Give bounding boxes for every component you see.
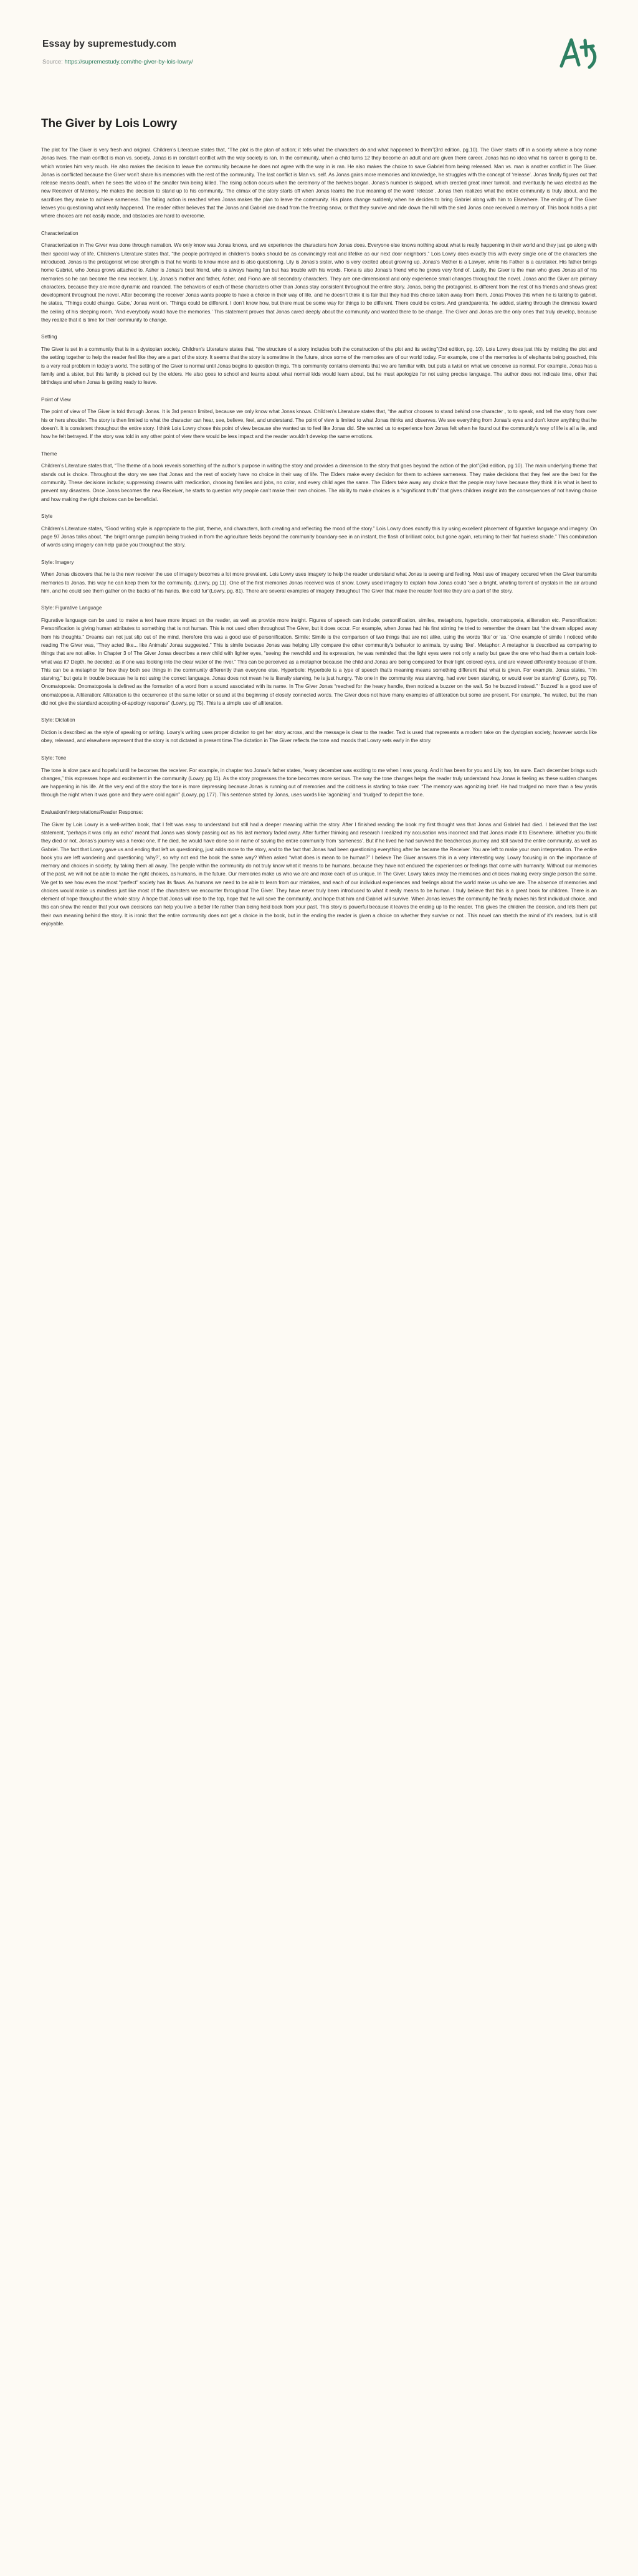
section-list (41, 146, 597, 928)
site-header (0, 0, 638, 87)
body-paragraph: When Jonas discovers that he is the new receiver the use of imagery becomes a lot more prevalent. Lois Lowry uses imagery to help the reader understand what Jonas is seeing and feeling. Most use of imagery occured when the Giver transmits memories to Jonas, this way he can keep them for the community. (Lowry, pg 11). One of the first memories Jonas received was of snow. Lowry used imagery to explain how Jonas could “see a bright, whirling torrent of crystals in the air around him, and he could see them gather on the backs of his hands, like cold fur”(Lowry, pg. 81). There are several examples of imagery throughout The Giver that make the reader feel like they are a part of the story. (41, 571, 597, 594)
source-label: Source: (42, 58, 63, 65)
section-heading: Setting (41, 334, 57, 340)
document-body (0, 87, 638, 953)
section-heading: Style: Tone (41, 755, 67, 761)
section-heading: Style: Dictation (41, 717, 75, 723)
body-paragraph: The Giver is set in a community that is in a dystopian society. Children’s Literature states that, “the structure of a story includes both the construction of the plot and its setting”(3rd edition, pg. 10). Lois Lowry does just this by molding the plot and the setting together to help the reader feel like they are a part of the story. It seems that the story is sometime in the future, since some of the memories are of our world today. For example, one of the memories is of elephants being poached, this is a very real problem in today’s world. The setting of the Giver is normal until Jonas begins to question things. This community contains elements that we are familiar with, but puts a twist on what we conceive as normal. For example, Jonas has a family and a sister, but this family is picked out by the elders. He also goes to school and learns about what normal kids would learn about, but he must apologize for not using precise language. The author does not indicate time, other that birthdays and when Jonas is getting ready to leave. (41, 346, 597, 386)
source-url-link[interactable]: https://supremestudy.com/the-giver-by-lois-lowry/ (64, 58, 193, 65)
body-paragraph: Diction is described as the style of speaking or writing. Lowry’s writing uses proper dictation to get her story across, and the message is clear to the reader. Text is used that represents a modern take on the dystopian society, however words like obey, released, and elsewhere represent that the story is not dictated in present time.The dictation in The Giver reflects the tone and moods that Lowry sets early in the story. (41, 730, 597, 744)
section-heading: Theme (41, 451, 57, 457)
section-heading: Style (41, 513, 53, 519)
a-plus-logo (556, 27, 602, 74)
section-heading: Point of View (41, 396, 71, 403)
section-heading: Evaluation/Interpretations/Reader Response: (41, 809, 143, 815)
section-heading: Style: Figurative Language (41, 605, 102, 611)
header-left (24, 39, 193, 65)
body-paragraph: The tone is slow pace and hopeful until he becomes the receiver. For example, in chapter two Jonas’s father states, “every december was exciting to me when I was young. And it has been for you and Lily, too, Im sure. Each december brings such changes,” this expresses hope and excitement in the community (Lowry, pg 11). As the story progresses the tone becomes more serious. The way the tone changes helps the reader truly understand how Jonas is feeling as these sudden changes are happening in his life. At the very end of the story the tone is more depressing because Jonas is running out of memories and the coldness is starting to take over. “The memory was agonizing brief. He had trudged no more than a few yards through the night when it was gone and they were cold again” (Lowry, pg 177). This sentence stated by Jonas, uses words like ‘agonizing’ and ‘trudged’ to depict the tone. (41, 767, 597, 798)
section-heading: Style: Imagery (41, 559, 74, 565)
body-paragraph: Characterization in The Giver was done through narration. We only know was Jonas knows, and we experience the characters how Jonas does. Everyone else knows nothing about what is really happening in their world and they just go along with their special way of life. Children’s Literature states that, “the people portrayed in children’s books should be as convincingly real and lifelike as our next door neighbors.” Lois Lowry does exactly this with every single one of the characters she introduced. Jonas is the protagonist whose strength is that he wants to know more and is also questioning. Lily is Jonas’s sister, who is very excited about growing up. Jonas’s Mother is a Lawyer, while his Father is a caretaker. His father brings home Gabriel, who Jonas grows attached to. Asher is Jonas’s best friend, who is always having fun but has trouble with his words. Fiona is also Jonas’s friend who he grows very fond of. Lastly, the Giver is the man who gives Jonas all of his memories so he can become the new receiver. Lily, Jonas’s mother and father, Asher, and Fiona are all secondary characters. They are one-dimensional and only experience small changes throughout the novel. Jonas and the Giver are primary characters, because they are more dynamic and rounded. The behaviors of each of these characters other than Jonas stay consistent throughout the entire story. Jonas, being the protagonist, is different from the rest of his friends and shows great development throughout the novel. After becoming the receiver Jonas wants people to have a choice in their way of life, and he doesn’t think it is fair that they had this choice taken away from them. Jonas Proves this when he is talking to gabriel, he states, “Things could change. Gabe,’ Jonas went on. ‘Things could be different. I don’t know how, but there must be some way for things to be different. There could be colors. And grandparents,’ he added, staring through the dimness toward the ceiling of his sleeping room. ‘And everybody would have the memories.’ This statement proves that Jonas cared deeply about the community and wanted there to be change. The Giver and Jonas are the only ones that truly develop, because they realize that it is time for their community to change. (41, 242, 597, 323)
a-plus-logo-icon (556, 27, 602, 74)
body-paragraph: Figurative language can be used to make a text have more impact on the reader, as well as provide more insight. Figures of speech can include; personification, similes, metaphors, hyperbole, onomatopoeia, alliteration etc. Personification: Personification is giving human attributes to something that is not human. This is not used often throughout The Giver, but it does occur. For example, when Jonas had his first stirring he tried to remember the dream but “the dream slipped away from his thoughts.” Dreams can not just slip out of the mind, therefore this was a good use of personification. Simile: Simile is the comparison of two things that are not alike, using the words ‘like’ or ‘as.’ One example of simile I noticed while reading The Giver was, “They acted like... like Animals’ Jonas suggested.” This is simile because Jonas was helping Lilly compare the other community’s behavior to animals, by using ‘like’. Metaphor: A metaphor is described as comparing to things that are not alike. In Chapter 3 of The Giver Jonas describes a new child with lighter eyes, “seeing the newchild and its expression, he was reminded that the light eyes were not only a rarity but gave the one who had them a certain look- what was it? Depth, he decided; as if one was looking into the clear water of the river.” This can be perceived as a metaphor because the child and Jonas are being compared for their light colored eyes, and are viewed differently because of them. This can be a metaphor for how they both see things in the community differently than everyone else. Hyperbole: Hyperbole is a type of speech that’s meaning means something different that what is given. For example, Jonas states, “I’m starving,” but gets in trouble because he is not using the correct language. Jonas does not mean he is literally starving, he is just hungry. “No one in the community was starving, had ever been starving, or would ever be starving” (Lowry, pg 70). Onomatopoeia: Onomatopoeia is defined as the formation of a word from a sound associated with its name. In The Giver Jonas “reached for the heavy handle, then noticed a buzzer on the wall. So he buzzed instead.” ‘Buzzed’ is a good use of onomatopoeia. Alliteration: Alliteration is the occurrence of the same letter or sound at the beginning of closely connected words. The Giver does not have many examples of alliteration but some are present. For example, “he waited, but the man did not give the standard accepting-of-apology response” (Lowry, pg 75). This is a simple use of alliteration. (41, 618, 597, 707)
source-line (24, 59, 193, 65)
section-heading: Characterization (41, 230, 79, 236)
page-title: The Giver by Lois Lowry (41, 117, 178, 130)
body-paragraph: The point of view of The Giver is told through Jonas. It is 3rd person limited, because we only know what Jonas knows. Children’s Literature states that, “the author chooses to stand behind one character , to to speak, and tell the story from over his or hers shoulder. The story is then limited to what the character can hear, see, believe, feel, and understand. The point of view is limited to what Jonas thinks and observes. We see everything from Jonas’s eyes and don’t know anything that he doesn’t. It is consistent throughout the entire story. I think Lois Lowry chose this point of view because she wanted us to feel like Jonas did. She wanted us to experience how Jonas felt when he found out the community’s way of life is all a lie, and how he felt betrayed. If the story was told in any other point of view there would be less impact and the reader wouldn’t develop the same emotions. (41, 409, 597, 440)
body-paragraph: The Giver by Lois Lowry is a well-written book, that I felt was easy to understand but still had a deeper meaning within the story. After I finished reading the book my first thought was that Jonas and Gabriel had died. I believed that the last statement, “perhaps it was only an echo” meant that Jonas was slowly passing out as his last memory faded away. After further thinking and research I realized my accusation was incorrect and that Jonas made it to Elsewhere. Whether you think they died or not, Jonas’s journey was a heroic one. If he died, he would have done so in name of saving the entire community from ‘sameness’. But if he lived he had survived the treacherous journey and still saved the entire community, as well as Gabriel. The fact that Lowry gave us and ending that left us questioning, just adds more to the story, and to the fact that Jonas had been questioning everything after he became the Receiver. You are left to make your own interpretation. The entire book you are left wondering and questioning ‘why?’, so why not end the book the same way? When asked “what does is mean to be human?” I believe The Giver answers this in a very interesting way. Lowry focusing in on the importance of memory and choices in society, by taking them all away. The people within the community do not truly know what it means to be humans, because they have not endured the experiences or feelings that come with humanity. Without our memories of the past, we will not be able to make the right choices, as humans, in the future. Our memories make us who we are and make each of us unique. In The Giver, Lowry takes away the memories and choices making every single person the same. We get to see how even the most “perfect” society has its flaws. As humans we need to be able to learn from our mistakes, and each of our individual experiences and feelings about the world make us who we are. The absence of memories and choices would make us mindless just like most of the characters we encounter throughout The Giver. They have never truly been introduced to what it really means to be human. I truly believe that this is a great book for children. There is an element of hope throughout the whole story. A hope that Jonas will rise to the top, hope that he will save the community, and hope that him and Gabriel will survive. When Jonas leaves the community he finally makes his first individual choice, and this can show the reader that your own decisions can help you live a better life rather than being held back from your past. This story is powerful because it leaves the ending up to the reader. This gives the children the decision, and lets them put their own meaning behind the story. It is ironic that the entire community does not get a choice in the book, but in the ending the reader is given a choice on whether they survive or not.. This novel can stretch the mind of it’s readers, but is still enjoyable. (41, 821, 597, 927)
body-paragraph: Children’s Literature states, “Good writing style is appropriate to the plot, theme, and characters, both creating and reflecting the mood of the story.” Lois Lowry does exactly this by using excellent placement of figurative language and imagery. On page 97 Jonas talks about, “the bright orange pumpkin being trucked in from the agriculture fields beyond the community boundary-see in an instant, the flash of brilliant color, but gone again, returning to their flat hueless shade.” This combination of words using imagery can help guide you throughout the story. (41, 525, 597, 548)
essay-byline: Essay by supremestudy.com (42, 39, 176, 49)
body-paragraph: Children’s Literature states that, “The theme of a book reveals something of the author’s purpose in writing the story and provides a dimension to the story that goes beyond the action of the plot”(3rd edition, pg 10). The main underlying theme that stands out is choice. Throughout the story we see that Jonas and the rest of society have no choice in their way of life. The Elders make every decision for them to achieve sameness. They make decisions that they feel are the best for the community. These decisions include; suppressing dreams with medication, choosing families and jobs, no color, and every child ages the same. The Elders take away any choice that the people may have because they think it is what is best to prevent any disasters. Once Jonas becomes the new Receiver, he starts to question why people can’t make their own choices. The ability to make choices is a “significant truth” that gives children insight into the consequences of not having choice and how making the right choices can be beneficial. (41, 463, 597, 502)
body-paragraph: The plot for The Giver is very fresh and original. Children’s Literature states that, “The plot is the plan of action; it tells what the characters do and what happened to them”(3rd edition, pg.10). The Giver starts off in a society where a boy name Jonas lives. The main conflict is man vs. society. Jonas is in constant conflict with the way society is ran. In the community, when a child turns 12 they become an adult and are given there career. Jonas has no idea what his career is going to be, which worries him very much. He also makes the decision to leave the community because he does not agree with the way in is ran. He also makes the choice to save Gabriel from being released. Man vs. man is another conflict in The Giver. Jonas is conflicted because the Giver won’t share his memories with the rest of the community. The last conflict is Man vs. self. As Jonas gains more memories and knowledge, he struggles with the concept of ‘release’. Jonas finally figures out that release means death, when he sees the video of the smaller twin being killed. The rising action occurs when the ceremony of the twelves began. Jonas’s number is skipped, which created great inner turmoil, and eventually he was elected as the new Receiver of Memory. He makes the decision to stand up to his community. The climax of the story starts off when Jonas learns the true meaning of the word ‘release’. Jonas then realizes what the entire community is truly about, and the sacrifices they make to achieve sameness. The falling action is reached when Jonas makes the plan to leave the community. His plans change suddenly when he decides to bring Gabriel along with him to Elsewhere. The ending of The Giver leaves you questioning what really happened. The reader either believes that the Jonas and Gabriel are dead from the freezing snow, or that they survive and ride down the hill with the sled Jonas once received a memory of. This book holds a plot where choices are not easily made, and obstacles are hard to overcome. (41, 147, 597, 219)
